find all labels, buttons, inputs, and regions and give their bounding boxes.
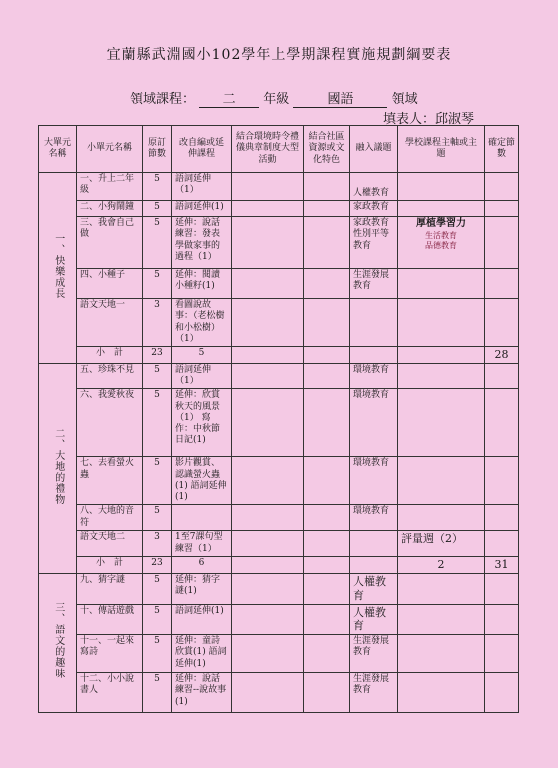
school-cell	[398, 173, 485, 201]
periods-cell: 5	[143, 635, 172, 673]
issues-cell: 生涯發展教育	[350, 635, 398, 673]
adapt-cell: 影片觀賞、認識螢火蟲(1) 語詞延伸(1)	[172, 457, 232, 505]
table-row	[39, 217, 519, 269]
header-environment: 結合環境時令禮儀典章制度大型活動	[232, 126, 304, 173]
subtotal-periods: 23	[143, 347, 172, 364]
header-confirmed: 確定節數	[485, 126, 519, 173]
table-row	[39, 457, 519, 505]
adapt-cell: 語詞延伸（1）	[172, 173, 232, 201]
env-cell	[232, 557, 304, 574]
confirm-cell	[485, 505, 519, 531]
community-cell	[304, 505, 350, 531]
grade-label: 年級	[263, 92, 290, 107]
confirm-cell	[485, 604, 519, 635]
adapt-cell: 語詞延伸(1)	[172, 604, 232, 635]
adapt-cell: 語詞延伸（1）	[172, 363, 232, 389]
issues-cell: 家政教育 性別平等教育	[350, 217, 398, 269]
sub-unit-cell: 十、傳話遊戲	[77, 604, 143, 635]
community-cell	[304, 363, 350, 389]
school-theme-life: 生活教育	[425, 230, 457, 240]
env-cell	[232, 673, 304, 713]
issues-cell: 生涯發展教育	[350, 673, 398, 713]
env-cell	[232, 531, 304, 557]
subtotal-row	[39, 557, 519, 574]
school-cell	[398, 604, 485, 635]
adapt-cell: 延伸：說話練習--說故事(1)	[172, 673, 232, 713]
table-row	[39, 574, 519, 605]
header-periods: 原訂節數	[143, 126, 172, 173]
school-cell	[398, 269, 485, 299]
filler-name: 填表人：邱淑琴	[383, 112, 475, 127]
table-row	[39, 604, 519, 635]
unit-name: 一、快樂成長	[39, 173, 77, 364]
sub-unit-cell: 三、我會自己做	[77, 217, 143, 269]
adapt-cell: 延伸：欣賞秋天的風景（1） 寫作：中秋節日記(1)	[172, 389, 232, 457]
confirm-cell	[485, 363, 519, 389]
confirm-cell	[485, 574, 519, 605]
adapt-cell: 延伸：說話練習：發表學做家事的過程（1）	[172, 217, 232, 269]
issues-cell: 人權教育	[350, 604, 398, 635]
issues-cell: 環境教育	[350, 505, 398, 531]
subtotal-adapt: 5	[172, 347, 232, 364]
env-cell	[232, 604, 304, 635]
confirm-cell	[485, 269, 519, 299]
header-unit: 大單元名稱	[39, 126, 77, 173]
subtotal-label: 小 計	[77, 347, 143, 364]
subtotal-periods: 23	[143, 557, 172, 574]
community-cell	[304, 299, 350, 347]
subtotal-confirm: 31	[485, 557, 519, 574]
env-cell	[232, 505, 304, 531]
community-cell	[304, 635, 350, 673]
env-cell	[232, 574, 304, 605]
table-row	[39, 299, 519, 347]
periods-cell: 5	[143, 217, 172, 269]
school-cell	[398, 457, 485, 505]
table-row	[39, 363, 519, 389]
confirm-cell	[485, 201, 519, 217]
domain-label: 領域課程：	[130, 92, 196, 107]
confirm-cell	[485, 389, 519, 457]
school-cell	[398, 201, 485, 217]
table-row	[39, 173, 519, 201]
subtotal-school: 2	[398, 557, 485, 574]
school-cell: 評量週（2）	[398, 531, 485, 557]
community-cell	[304, 531, 350, 557]
table-row	[39, 635, 519, 673]
subtotal-row	[39, 347, 519, 364]
sub-unit-cell: 八、大地的音符	[77, 505, 143, 531]
page-title: 宜蘭縣武淵國小102學年上學期課程實施規劃綱要表	[106, 47, 452, 63]
env-cell	[232, 635, 304, 673]
sub-unit-cell: 四、小種子	[77, 269, 143, 299]
school-theme-character: 品德教育	[425, 240, 457, 250]
env-cell	[232, 347, 304, 364]
subject-value: 國語	[293, 88, 387, 108]
periods-cell: 5	[143, 457, 172, 505]
sub-unit-cell: 五、珍珠不見	[77, 363, 143, 389]
confirm-cell	[485, 531, 519, 557]
adapt-cell: 延伸：閱讀小種籽(1)	[172, 269, 232, 299]
issues-cell: 家政教育	[350, 201, 398, 217]
community-cell	[304, 173, 350, 201]
confirm-cell	[485, 673, 519, 713]
unit-name: 三、語文的趣味	[39, 574, 77, 713]
periods-cell: 5	[143, 673, 172, 713]
table-row	[39, 389, 519, 457]
issues-cell: 生涯發展教育	[350, 269, 398, 299]
periods-cell: 3	[143, 531, 172, 557]
confirm-cell	[485, 299, 519, 347]
school-cell	[398, 389, 485, 457]
sub-unit-cell: 七、去看螢火蟲	[77, 457, 143, 505]
confirm-cell	[485, 173, 519, 201]
periods-cell: 5	[143, 269, 172, 299]
sub-unit-cell: 十二、小小說書人	[77, 673, 143, 713]
unit-name: 二、大地的禮物	[39, 363, 77, 573]
community-cell	[304, 604, 350, 635]
school-cell	[398, 299, 485, 347]
subtotal-label: 小 計	[77, 557, 143, 574]
header-school-theme: 學校課程主軸或主題	[398, 126, 485, 173]
school-cell	[398, 217, 485, 269]
issues-cell: 環境教育	[350, 389, 398, 457]
periods-cell: 5	[143, 505, 172, 531]
adapt-cell	[172, 505, 232, 531]
header-row	[39, 126, 519, 173]
school-cell	[398, 635, 485, 673]
periods-cell: 5	[143, 604, 172, 635]
env-cell	[232, 173, 304, 201]
community-cell	[304, 389, 350, 457]
periods-cell: 5	[143, 363, 172, 389]
subtotal-adapt: 6	[172, 557, 232, 574]
issues-cell: 人權教育	[350, 173, 398, 201]
sub-unit-cell: 十一、一起來寫詩	[77, 635, 143, 673]
header-adapt: 改自編或延伸課程	[172, 126, 232, 173]
env-cell	[232, 389, 304, 457]
table-row	[39, 269, 519, 299]
table-row	[39, 201, 519, 217]
env-cell	[232, 457, 304, 505]
sub-unit-cell: 二、小狗鬧鐘	[77, 201, 143, 217]
periods-cell: 3	[143, 299, 172, 347]
sub-unit-cell: 九、猜字謎	[77, 574, 143, 605]
table-row	[39, 673, 519, 713]
issues-cell: 人權教育	[350, 574, 398, 605]
issues-cell	[350, 531, 398, 557]
community-cell	[304, 457, 350, 505]
community-cell	[304, 347, 350, 364]
grade-value: 二	[199, 88, 259, 108]
periods-cell: 5	[143, 173, 172, 201]
community-cell	[304, 269, 350, 299]
issues-cell: 環境教育	[350, 363, 398, 389]
table-row	[39, 505, 519, 531]
community-cell	[304, 217, 350, 269]
env-cell	[232, 299, 304, 347]
community-cell	[304, 673, 350, 713]
confirm-cell	[485, 457, 519, 505]
periods-cell: 5	[143, 389, 172, 457]
school-theme-main: 厚植學習力	[416, 218, 466, 229]
env-cell	[232, 363, 304, 389]
header-issues: 融入議題	[350, 126, 398, 173]
confirm-cell	[485, 217, 519, 269]
periods-cell: 5	[143, 574, 172, 605]
community-cell	[304, 201, 350, 217]
sub-unit-cell: 六、我愛秋夜	[77, 389, 143, 457]
school-cell	[398, 673, 485, 713]
school-cell	[398, 347, 485, 364]
domain-field-line	[130, 88, 418, 108]
curriculum-table	[38, 125, 519, 713]
confirm-cell	[485, 635, 519, 673]
header-sub-unit: 小單元名稱	[77, 126, 143, 173]
issues-cell	[350, 347, 398, 364]
periods-cell: 5	[143, 201, 172, 217]
adapt-cell: 語詞延伸(1)	[172, 201, 232, 217]
sub-unit-cell: 語文天地二	[77, 531, 143, 557]
school-cell	[398, 363, 485, 389]
adapt-cell: 看圖說故事：（老松樹和小松樹）（1）	[172, 299, 232, 347]
env-cell	[232, 217, 304, 269]
subject-suffix: 領域	[391, 92, 418, 107]
adapt-cell: 延伸：猜字謎(1)	[172, 574, 232, 605]
sub-unit-cell: 語文天地一	[77, 299, 143, 347]
subtotal-confirm: 28	[485, 347, 519, 364]
issues-cell	[350, 557, 398, 574]
school-cell	[398, 574, 485, 605]
header-community: 結合社區資源或文化特色	[304, 126, 350, 173]
adapt-cell: 1至7課句型練習（1）	[172, 531, 232, 557]
school-cell	[398, 505, 485, 531]
issues-cell: 環境教育	[350, 457, 398, 505]
community-cell	[304, 574, 350, 605]
community-cell	[304, 557, 350, 574]
adapt-cell: 延伸：童詩欣賞(1) 語詞延伸(1)	[172, 635, 232, 673]
env-cell	[232, 269, 304, 299]
sub-unit-cell: 一、升上二年級	[77, 173, 143, 201]
table-row	[39, 531, 519, 557]
env-cell	[232, 201, 304, 217]
issues-cell	[350, 299, 398, 347]
